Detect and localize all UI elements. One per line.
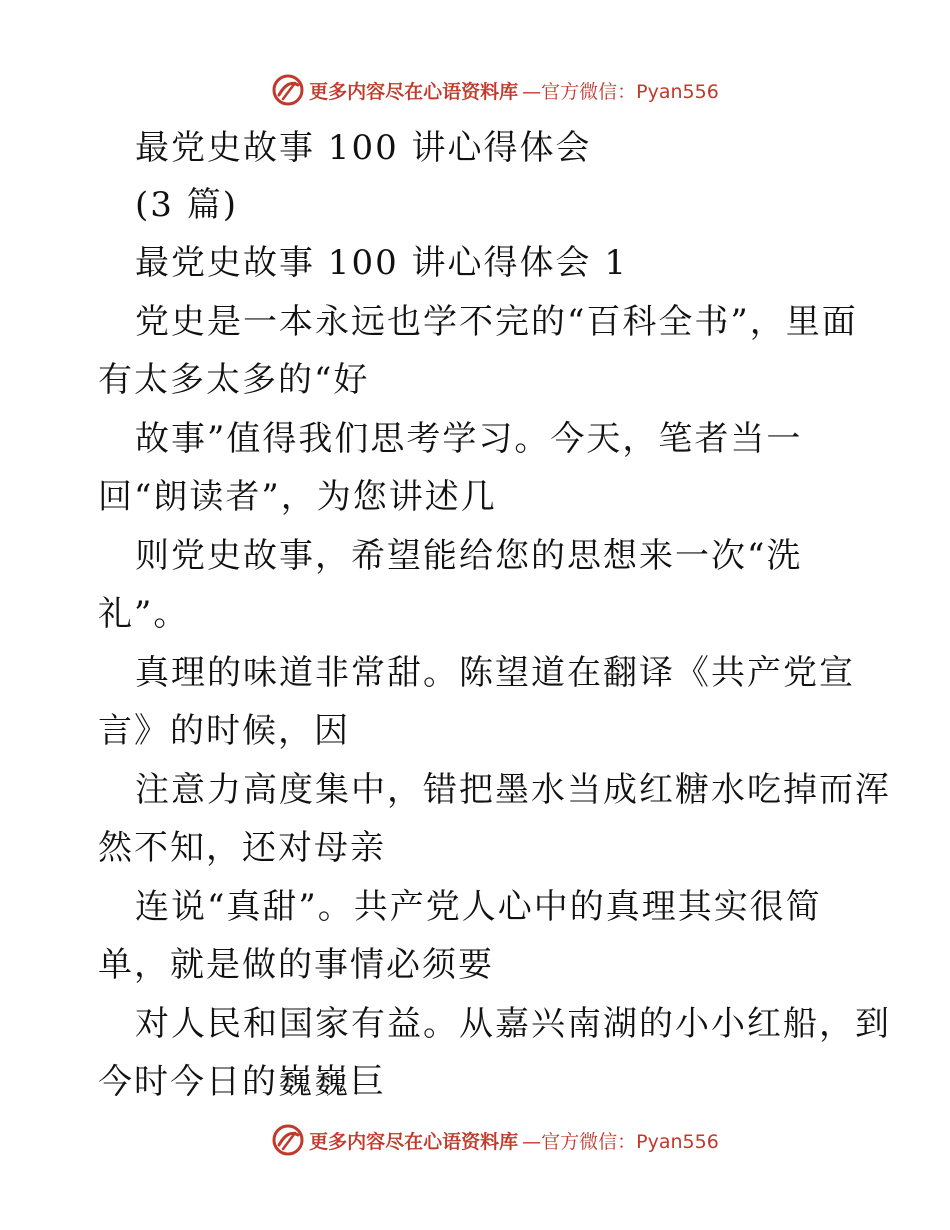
doc-text-line: 回“朗读者”，为您讲述几 [98, 477, 497, 517]
doc-text-line: 单，就是做的事情必须要 [98, 945, 494, 985]
footer-banner-wechat: —官方微信：Pyan556 [522, 1130, 719, 1153]
footer-banner-text: 更多内容尽在心语资料库 [309, 1130, 519, 1153]
header-banner-text: 更多内容尽在心语资料库 [309, 80, 519, 103]
doc-text-line: 对人民和国家有益。从嘉兴南湖的小小红船，到 [135, 1004, 891, 1044]
doc-text-line: 则党史故事，希望能给您的思想来一次“洗 [135, 536, 803, 576]
doc-text-line: 然不知，还对母亲 [98, 828, 386, 868]
doc-text-line: 真理的味道非常甜。陈望道在翻译《共产党宣 [135, 653, 855, 693]
doc-text-line: 连说“真甜”。共产党人心中的真理其实很简 [135, 887, 822, 927]
doc-subtitle-count: (3 篇) [135, 185, 238, 225]
doc-section-heading: 最党史故事 100 讲心得体会 1 [135, 243, 628, 283]
doc-text-line: 故事”值得我们思考学习。今天，笔者当一 [135, 419, 803, 459]
doc-text-line: 礼”。 [98, 594, 190, 634]
brand-logo-icon [271, 1123, 305, 1157]
header-banner-wechat: —官方微信：Pyan556 [522, 80, 719, 103]
doc-text-line: 言》的时候，因 [98, 711, 350, 751]
doc-text-line: 党史是一本永远也学不完的“百科全书”，里面 [135, 302, 858, 342]
doc-text-line: 注意力高度集中，错把墨水当成红糖水吃掉而浑 [135, 770, 891, 810]
footer-watermark-banner [0, 1120, 950, 1160]
doc-text-line: 有太多太多的“好 [98, 360, 370, 400]
doc-title: 最党史故事 100 讲心得体会 [135, 128, 592, 168]
doc-text-line: 今时今日的巍巍巨 [98, 1062, 386, 1102]
